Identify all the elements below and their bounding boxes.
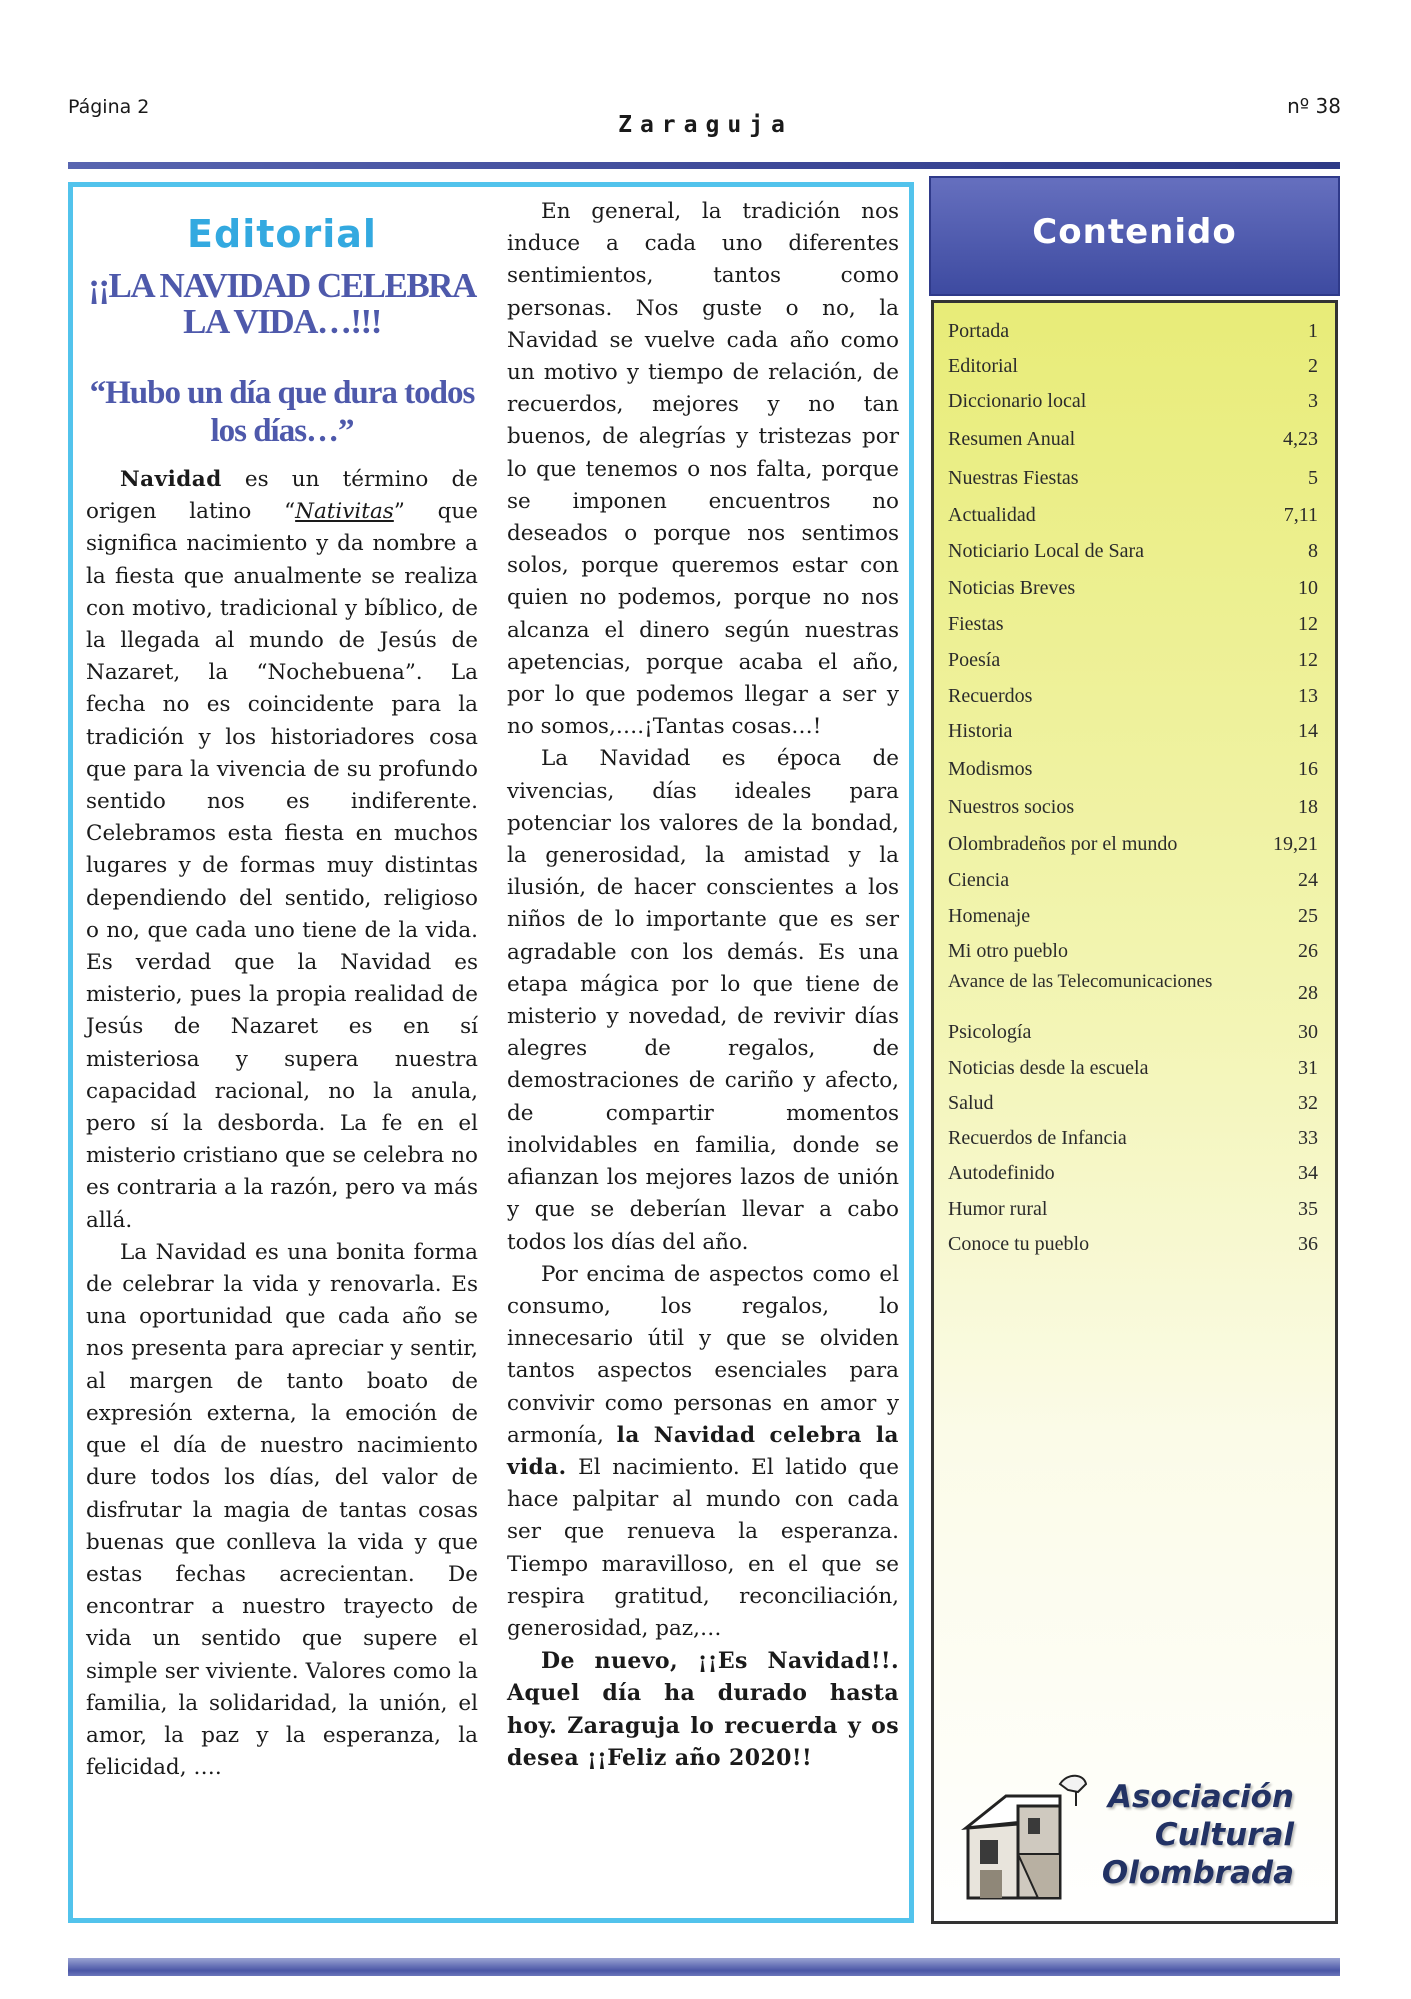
toc-item-title: Modismos: [948, 758, 1033, 780]
paragraph-1-text-a: es un término de origen latino “: [86, 467, 478, 525]
toc-item-page: 32: [1298, 1092, 1318, 1114]
toc-item[interactable]: [948, 429, 1318, 459]
paragraph-5: [507, 1259, 899, 1645]
toc-item-page: 33: [1298, 1127, 1318, 1149]
toc-item[interactable]: [948, 941, 1318, 971]
toc-item-title: Nuestros socios: [948, 796, 1075, 818]
toc-item-title: Salud: [948, 1092, 994, 1114]
paragraph-5-text-a: Por encima de aspectos como el consumo, los regalos, lo innecesario útil y que se olviden tantos aspectos esenciales para convivir como personas en amor y armonía,: [507, 1261, 899, 1448]
paragraph-3: En general, la tradición nos induce a cada uno diferentes sentimientos, tantos como personas. Nos guste o no, la Navidad se vuelve cada año como un motivo y tiempo de relación, de recuerdos, mejores y no tan buenos, de alegrías y tristezas por lo que tenemos o nos falta, porque se imponen encuentros no deseados o porque nos sentimos solos, porque queremos estar con quien no podemos, porque no nos alcanza el dinero según nuestras apetencias, porque acaba el año, por lo que podemos llegar a ser y no somos,….¡Tantas cosas…!: [507, 199, 899, 740]
contents-title: Contenido: [1032, 212, 1237, 252]
contents-header: [929, 176, 1340, 296]
toc-item[interactable]: [948, 1199, 1318, 1229]
toc-item-page: 35: [1298, 1198, 1318, 1220]
toc-item-page: 12: [1298, 613, 1318, 635]
toc-item-title: Homenaje: [948, 905, 1031, 927]
toc-item-title: Diccionario local: [948, 390, 1087, 412]
toc-item[interactable]: [948, 614, 1318, 644]
toc-item[interactable]: [948, 721, 1318, 751]
toc-item-page: 2: [1308, 355, 1318, 377]
toc-item[interactable]: [948, 356, 1318, 386]
toc-item-title: Portada: [948, 320, 1010, 342]
editorial-quote: “Hubo un día que dura todos los días…”: [89, 375, 475, 449]
toc-item-title: Psicología: [948, 1021, 1032, 1043]
toc-item[interactable]: [948, 1093, 1318, 1123]
toc-item-page: 31: [1298, 1057, 1318, 1079]
toc-item-page: 16: [1298, 758, 1318, 780]
contents-list: [931, 300, 1338, 1924]
toc-item-page: 28: [1298, 982, 1318, 1004]
toc-item-title: Nuestras Fiestas: [948, 467, 1079, 489]
issue-number: nº 38: [1287, 94, 1341, 118]
toc-item[interactable]: [948, 906, 1318, 936]
toc-item-page: 30: [1298, 1021, 1318, 1043]
toc-item-page: 24: [1298, 869, 1318, 891]
toc-item[interactable]: [948, 391, 1318, 421]
editorial-column-right: [507, 196, 899, 1774]
toc-item[interactable]: [948, 686, 1318, 716]
logo-line-1: Asociación: [1107, 1779, 1294, 1815]
footer-rule: [68, 1958, 1340, 1976]
toc-item[interactable]: [948, 1128, 1318, 1158]
toc-item-page: 12: [1298, 649, 1318, 671]
publication-title: Zaraguja: [618, 112, 793, 138]
toc-item-title: Noticias Breves: [948, 577, 1076, 599]
toc-item[interactable]: [948, 870, 1318, 900]
paragraph-1-text-b: ” que significa nacimiento y da nombre a la fiesta que anualmente se realiza con motivo, tradicional y bíblico, de la llegada al mundo de Jesús de Nazaret, la “Nochebuena”. La fecha no es coincidente para la tradición y los historiadores cosa que para la vivencia de su profundo sentido nos es indiferente. Celebramos esta fiesta en muchos lugares y de formas muy distintas dependiendo del sentido, religioso o no, que cada uno tiene de la vida. Es verdad que la Navidad es misterio, pues la propia realidad de Jesús de Nazaret es en sí misteriosa y supera nuestra capacidad racional, no la anula, pero sí la desborda. La fe en el misterio cristiano que se celebra no es contraria a la razón, pero va más allá.: [86, 499, 478, 1233]
toc-item[interactable]: [948, 1022, 1318, 1052]
toc-item-title: Historia: [948, 720, 1013, 742]
toc-item-page: 36: [1298, 1233, 1318, 1255]
toc-item-title: Noticiario Local de Sara: [948, 540, 1145, 562]
toc-item-title: Mi otro pueblo: [948, 940, 1068, 962]
latin-term: Nativitas: [295, 499, 394, 525]
paragraph-1: [86, 464, 478, 1237]
toc-item[interactable]: [948, 797, 1318, 827]
paragraph-1-lead: Navidad: [120, 467, 222, 492]
closing-paragraph: De nuevo, ¡¡Es Navidad!!. Aquel día ha durado hasta hoy. Zaraguja lo recuerda y os desea ¡¡Feliz año 2020!!: [507, 1648, 899, 1771]
toc-item[interactable]: [948, 971, 1318, 1005]
toc-item-title: Recuerdos de Infancia: [948, 1127, 1127, 1149]
toc-item-page: 7,11: [1283, 504, 1318, 526]
toc-item-title: Resumen Anual: [948, 428, 1076, 450]
logo-line-3: Olombrada: [1101, 1855, 1294, 1891]
toc-item-page: 4,23: [1283, 428, 1318, 450]
house-icon: [958, 1766, 1098, 1906]
toc-item-title: Poesía: [948, 649, 1001, 671]
toc-item[interactable]: [948, 834, 1318, 864]
toc-item-page: 25: [1298, 905, 1318, 927]
association-name: [1102, 1778, 1294, 1892]
association-logo: [958, 1766, 1328, 1906]
editorial-headline: ¡¡LA NAVIDAD CELEBRA LA VIDA…!!!: [88, 266, 476, 341]
toc-item-title: Noticias desde la escuela: [948, 1057, 1149, 1079]
toc-item-page: 5: [1308, 467, 1318, 489]
paragraph-5-text-b: El nacimiento. El latido que hace palpitar al mundo con cada ser que renueva la esperanza. Tiempo maravilloso, en el que se respira gratitud, reconciliación, generosidad, paz,…: [507, 1454, 899, 1641]
toc-item-title: Humor rural: [948, 1198, 1048, 1220]
toc-item-title: Editorial: [948, 355, 1018, 377]
toc-item-page: 26: [1298, 940, 1318, 962]
toc-item-title: Autodefinido: [948, 1162, 1055, 1184]
toc-item[interactable]: [948, 468, 1318, 498]
toc-item-page: 1: [1308, 320, 1318, 342]
toc-item[interactable]: [948, 1234, 1318, 1264]
toc-item[interactable]: [948, 759, 1318, 789]
toc-item-title: Actualidad: [948, 504, 1036, 526]
toc-item-page: 13: [1298, 685, 1318, 707]
toc-item[interactable]: [948, 650, 1318, 680]
paragraph-2: La Navidad es una bonita forma de celebrar la vida y renovarla. Es una oportunidad que cada año se nos presenta para apreciar y sentir, al margen de tanto boato de expresión externa, la emoción de que el día de nuestro nacimiento dure todos los días, del valor de disfrutar la magia de tantas cosas buenas que conlleva la vida y que estas fechas acrecientan. De encontrar a nuestro trayecto de vida un sentido que supere el simple ser viviente. Valores como la familia, la solidaridad, la unión, el amor, la paz y la esperanza, la felicidad, ….: [86, 1239, 478, 1781]
toc-item-page: 10: [1298, 577, 1318, 599]
toc-item-page: 34: [1298, 1162, 1318, 1184]
toc-item-page: 14: [1298, 720, 1318, 742]
paragraph-4: La Navidad es época de vivencias, días ideales para potenciar los valores de la bondad, la generosidad, la amistad y la ilusión, de hacer conscientes a los niños de lo importante que es ser agradable con los demás. Es una etapa mágica por lo que tiene de misterio y novedad, de revivir días alegres de regalos, de demostraciones de cariño y afecto, de compartir momentos inolvidables en familia, donde se afianzan los mejores lazos de unión y que se deberían llevar a cabo todos los días del año.: [507, 746, 899, 1255]
header-rule: [68, 162, 1340, 169]
toc-item[interactable]: [948, 578, 1318, 608]
contents-sidebar: [929, 176, 1340, 1923]
toc-item[interactable]: [948, 1058, 1318, 1088]
toc-item-page: 19,21: [1273, 833, 1318, 855]
toc-item-title: Ciencia: [948, 869, 1010, 891]
toc-item[interactable]: [948, 321, 1318, 351]
toc-item-page: 8: [1308, 540, 1318, 562]
toc-item-title: Avance de las Telecomunicaciones: [948, 971, 1213, 992]
toc-item-page: 3: [1308, 390, 1318, 412]
toc-item-title: Fiestas: [948, 613, 1004, 635]
toc-item-title: Recuerdos: [948, 685, 1033, 707]
paragraph-5-emphasis: la Navidad celebra la vida.: [507, 1422, 899, 1480]
page-number-label: Página 2: [68, 96, 150, 118]
section-heading: Editorial: [187, 212, 377, 256]
toc-item[interactable]: [948, 1163, 1318, 1193]
toc-item-title: Conoce tu pueblo: [948, 1233, 1090, 1255]
toc-item-title: Olombradeños por el mundo: [948, 833, 1178, 855]
toc-item[interactable]: [948, 505, 1318, 535]
toc-item[interactable]: [948, 541, 1318, 571]
toc-item-page: 18: [1298, 796, 1318, 818]
editorial-column-left: [86, 204, 478, 1784]
logo-line-2: Cultural: [1154, 1817, 1294, 1853]
